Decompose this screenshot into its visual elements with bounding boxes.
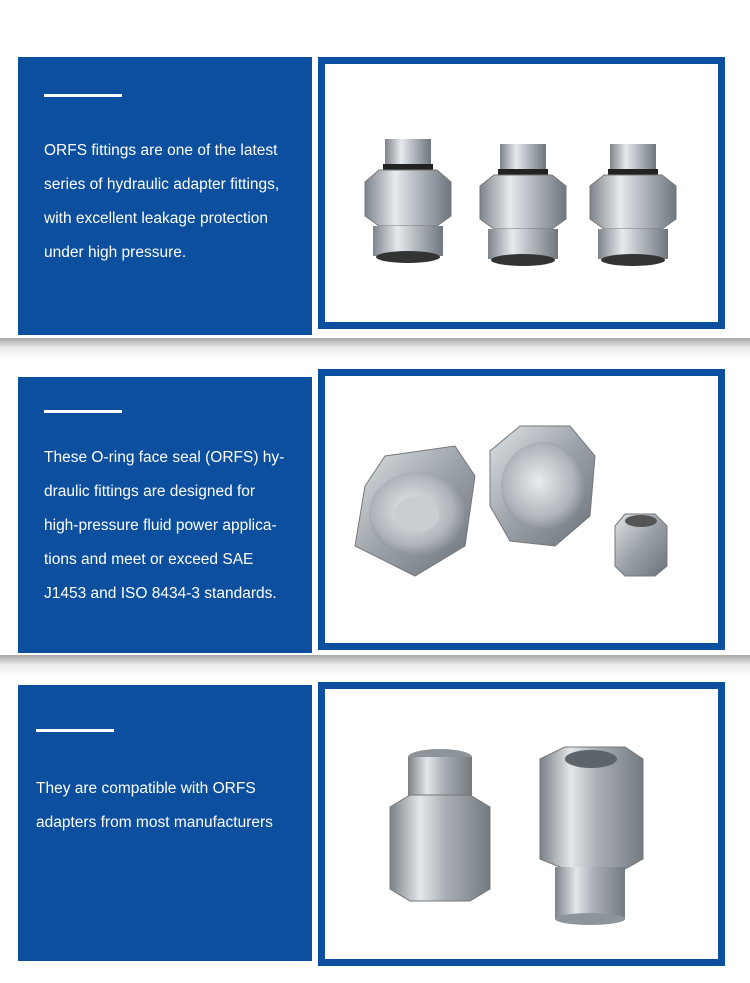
- accent-rule: [44, 410, 122, 413]
- text-line: draulic fittings are designed for: [44, 483, 256, 500]
- text-line: series of hydraulic adapter fittings,: [44, 176, 280, 193]
- small-nut: [615, 514, 667, 576]
- photo-frame-1: [318, 57, 725, 329]
- description-text: [44, 134, 279, 270]
- text-line: These O-ring face seal (ORFS) hy-: [44, 449, 285, 466]
- text-line: J1453 and ISO 8434-3 standards.: [44, 585, 277, 602]
- adapters-illustration: [325, 689, 718, 959]
- product-photo-1: [325, 64, 718, 322]
- fittings-illustration: [325, 64, 718, 322]
- fitting-right: [590, 144, 676, 266]
- text-line: under high pressure.: [44, 244, 187, 261]
- section-shadow: [0, 338, 750, 360]
- accent-rule: [36, 729, 114, 732]
- description-text: [44, 441, 284, 611]
- product-photo-3: [325, 689, 718, 959]
- text-line: tions and meet or exceed SAE: [44, 551, 254, 568]
- feature-section-2: [0, 360, 750, 660]
- description-text: [36, 772, 273, 840]
- photo-frame-3: [318, 682, 725, 966]
- text-line: high-pressure fluid power applica-: [44, 517, 277, 534]
- fitting-middle: [480, 144, 566, 266]
- adapter-right: [540, 747, 643, 925]
- text-panel-3: [18, 685, 312, 961]
- feature-section-3: [0, 670, 750, 983]
- text-line: adapters from most manufacturers: [36, 814, 273, 831]
- fitting-left: [365, 139, 451, 263]
- cap-large: [355, 446, 475, 576]
- cap-medium: [490, 426, 595, 546]
- caps-illustration: [325, 376, 718, 643]
- product-photo-2: [325, 376, 718, 643]
- text-line: with excellent leakage protection: [44, 210, 269, 227]
- adapter-left: [390, 749, 490, 901]
- text-panel-2: [18, 377, 312, 653]
- photo-frame-2: [318, 369, 725, 650]
- text-panel-1: [18, 57, 312, 335]
- feature-section-1: [0, 0, 750, 340]
- text-line: They are compatible with ORFS: [36, 780, 256, 797]
- text-line: ORFS fittings are one of the latest: [44, 142, 278, 159]
- accent-rule: [44, 94, 122, 97]
